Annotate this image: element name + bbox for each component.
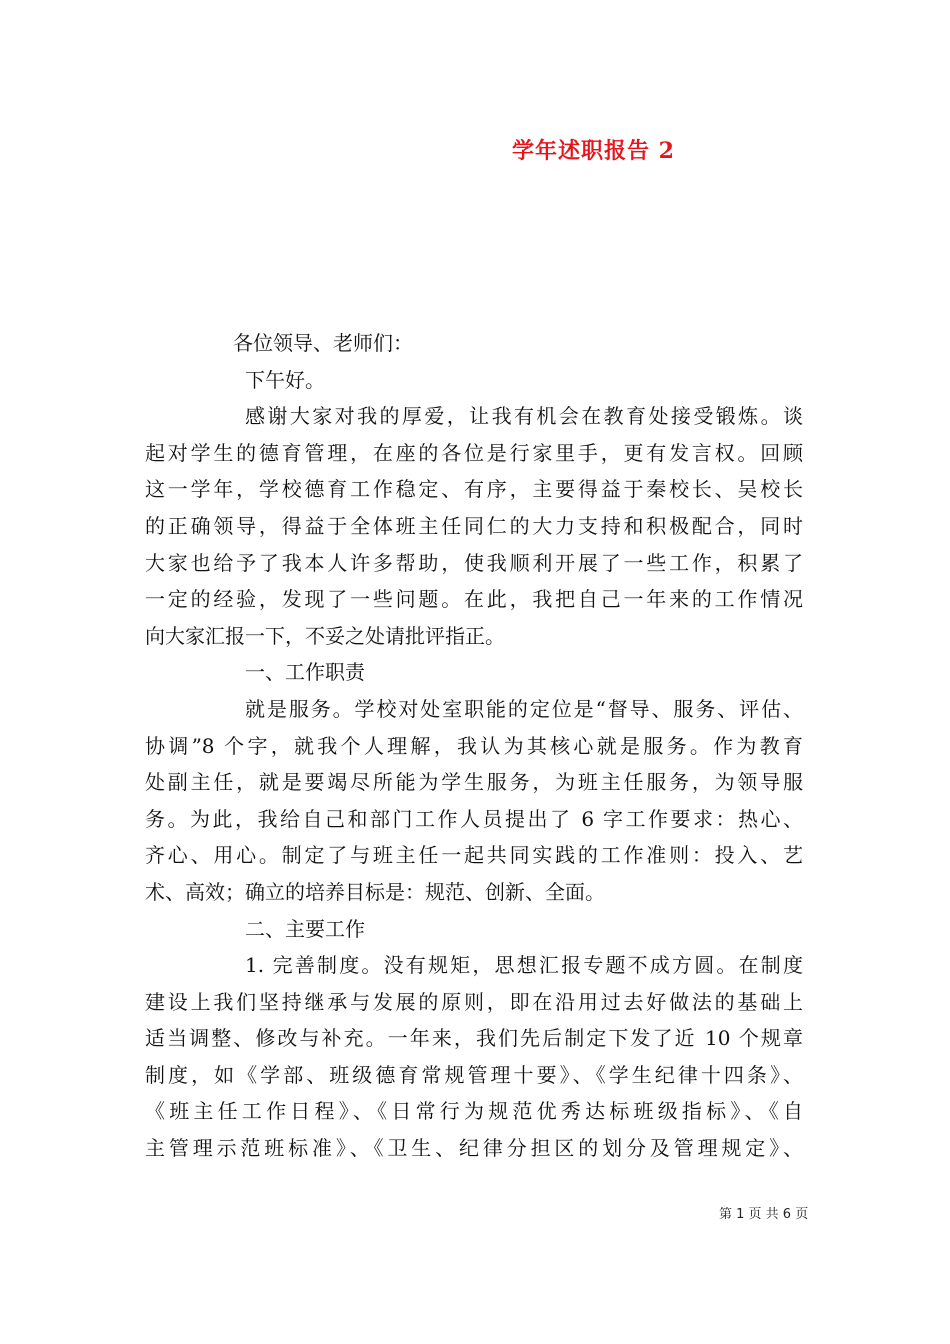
body-paragraphs xyxy=(145,398,815,1166)
section-heading: 一、工作职责 xyxy=(245,660,365,685)
paragraph-line: 主管理示范班标准》、《卫生、纪律分担区的划分及管理规定》、 xyxy=(145,1136,803,1161)
document-body xyxy=(145,325,815,1167)
paragraph-line: 感谢大家对我的厚爱，让我有机会在教育处接受锻炼。谈 xyxy=(245,404,803,429)
paragraph-line: 制度，如《学部、班级德育常规管理十要》、《学生纪律十四条》、 xyxy=(145,1062,803,1087)
salutation: 各位领导、老师们： xyxy=(233,331,413,355)
page-number: 第 1 页 共 6 页 xyxy=(719,1207,809,1222)
paragraph-line: 向大家汇报一下，不妥之处请批评指正。 xyxy=(145,623,505,648)
paragraph-line: 建设上我们坚持继承与发展的原则，即在沿用过去好做法的基础上 xyxy=(145,989,803,1014)
paragraph-line: 这一学年，学校德育工作稳定、有序，主要得益于秦校长、吴校长 xyxy=(145,477,803,502)
paragraph-line: 术、高效；确立的培养目标是：规范、创新、全面。 xyxy=(145,879,605,904)
paragraph-line: 处副主任，就是要竭尽所能为学生服务，为班主任服务，为领导服 xyxy=(145,770,803,795)
section-heading: 二、主要工作 xyxy=(245,916,365,941)
paragraph-line: 齐心、用心。制定了与班主任一起共同实践的工作准则：投入、艺 xyxy=(145,843,803,868)
paragraph-line: 大家也给予了我本人许多帮助，使我顺利开展了一些工作，积累了 xyxy=(145,550,803,575)
paragraph-line: 《班主任工作日程》、《日常行为规范优秀达标班级指标》、《自 xyxy=(145,1099,803,1124)
document-title: 学年述职报告 2 xyxy=(512,138,675,164)
paragraph-line: 协调”8 个字，就我个人理解，我认为其核心就是服务。作为教育 xyxy=(145,733,803,758)
paragraph-line: 的正确领导，得益于全体班主任同仁的大力支持和积极配合，同时 xyxy=(145,513,803,538)
paragraph-line: 起对学生的德育管理，在座的各位是行家里手，更有发言权。回顾 xyxy=(145,440,803,465)
greeting: 下午好。 xyxy=(245,367,325,392)
paragraph-line: 1. 完善制度。没有规矩，思想汇报专题不成方圆。在制度 xyxy=(245,953,803,978)
paragraph-line: 一定的经验，发现了一些问题。在此，我把自己一年来的工作情况 xyxy=(145,587,803,612)
paragraph-line: 务。为此，我给自己和部门工作人员提出了 6 字工作要求：热心、 xyxy=(145,806,803,831)
paragraph-line: 就是服务。学校对处室职能的定位是“督导、服务、评估、 xyxy=(245,696,803,721)
paragraph-line: 适当调整、修改与补充。一年来，我们先后制定下发了近 10 个规章 xyxy=(145,1026,803,1051)
